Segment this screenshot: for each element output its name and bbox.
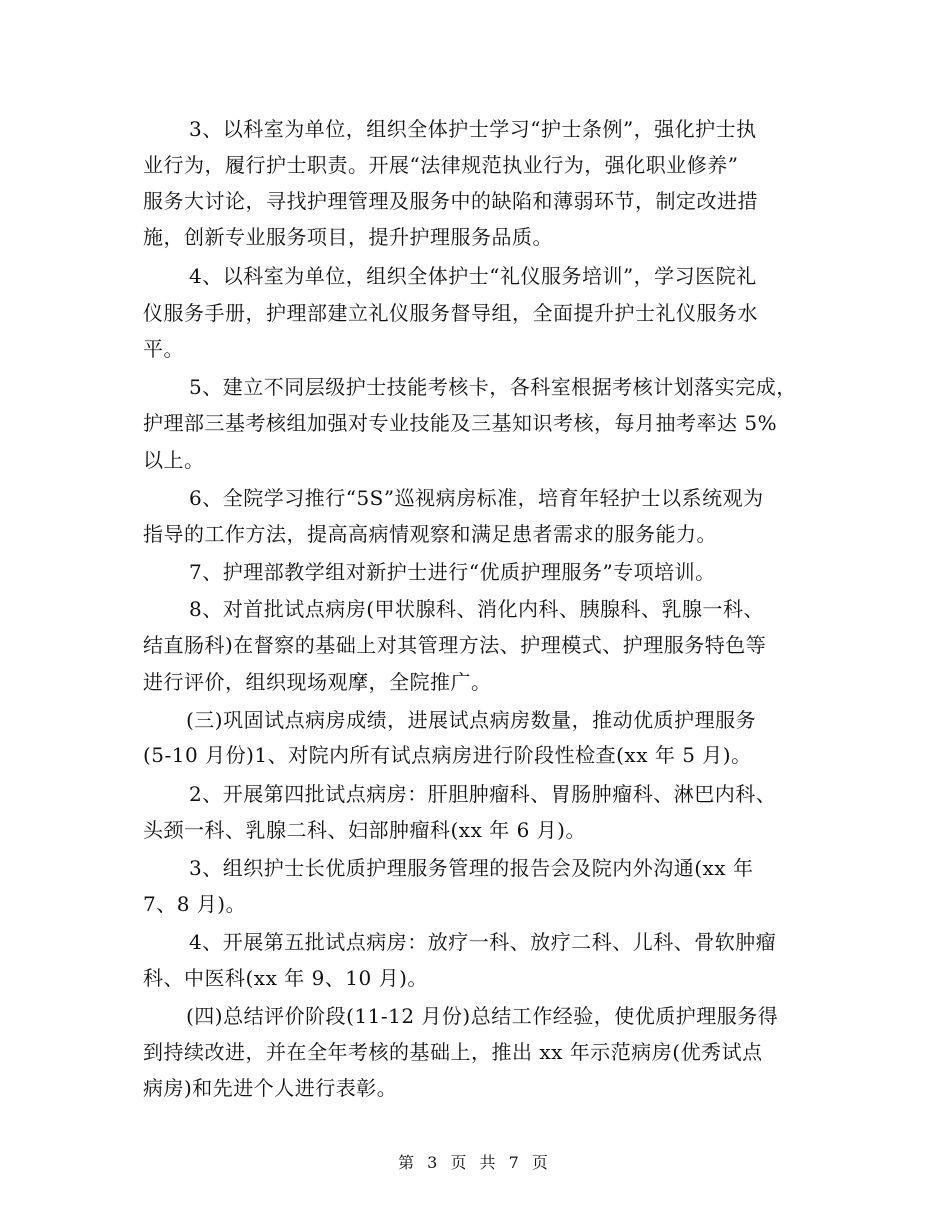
body-line: 7、护理部教学组对新护士进行“优质护理服务”专项培训。: [189, 560, 716, 584]
body-line: 头颈一科、乳腺二科、妇部肿瘤科(xx 年 6 月)。: [143, 818, 586, 842]
body-line: 2、开展第四批试点病房：肝胆肿瘤科、胃肠肿瘤科、淋巴内科、: [189, 782, 777, 806]
body-line: 3、组织护士长优质护理服务管理的报告会及院内外沟通(xx 年: [189, 856, 754, 880]
body-line: (四)总结评价阶段(11-12 月份)总结工作经验，使优质护理服务得: [186, 1004, 779, 1028]
body-line: 5、建立不同层级护士技能考核卡，各科室根据考核计划落实完成，: [189, 375, 797, 399]
body-line: (三)巩固试点病房成绩，进展试点病房数量，推动优质护理服务: [186, 708, 757, 732]
body-line: 病房)和先进个人进行表彰。: [143, 1076, 398, 1100]
body-line: 8、对首批试点病房(甲状腺科、消化内科、胰腺科、乳腺一科、: [189, 597, 765, 621]
body-line: 结直肠科)在督察的基础上对其管理方法、护理模式、护理服务特色等: [143, 633, 767, 657]
body-line: 指导的工作方法，提高高病情观察和满足患者需求的服务能力。: [143, 522, 717, 546]
body-line: 4、开展第五批试点病房：放疗一科、放疗二科、儿科、骨软肿瘤: [189, 930, 777, 954]
page-number-footer: 第 3 页 共 7 页: [398, 1153, 552, 1172]
body-line: 服务大讨论，寻找护理管理及服务中的缺陷和薄弱环节，制定改进措: [143, 189, 758, 213]
body-line: 到持续改进，并在全年考核的基础上，推出 xx 年示范病房(优秀试点: [143, 1040, 763, 1064]
body-line: 6、全院学习推行“5S”巡视病房标准，培育年轻护士以系统观为: [189, 486, 764, 510]
body-line: 平。: [143, 337, 184, 361]
body-line: 进行评价，组织现场观摩，全院推广。: [143, 670, 492, 694]
body-line: (5-10 月份)1、对院内所有试点病房进行阶段性检查(xx 年 5 月)。: [143, 743, 752, 767]
body-line: 业行为，履行护士职责。开展“法律规范执业行为，强化职业修养”: [143, 153, 739, 177]
body-line: 3、以科室为单位，组织全体护士学习“护士条例”，强化护士执: [189, 117, 757, 141]
body-line: 护理部三基考核组加强对专业技能及三基知识考核，每月抽考率达 5%: [143, 411, 778, 435]
body-line: 仪服务手册，护理部建立礼仪服务督导组，全面提升护士礼仪服务水: [143, 301, 758, 325]
body-line: 7、8 月)。: [143, 892, 247, 916]
body-line: 以上。: [143, 448, 205, 472]
body-line: 4、以科室为单位，组织全体护士“礼仪服务培训”，学习医院礼: [189, 264, 757, 288]
body-line: 科、中医科(xx 年 9、10 月)。: [143, 966, 428, 990]
body-line: 施，创新专业服务项目，提升护理服务品质。: [143, 225, 553, 249]
